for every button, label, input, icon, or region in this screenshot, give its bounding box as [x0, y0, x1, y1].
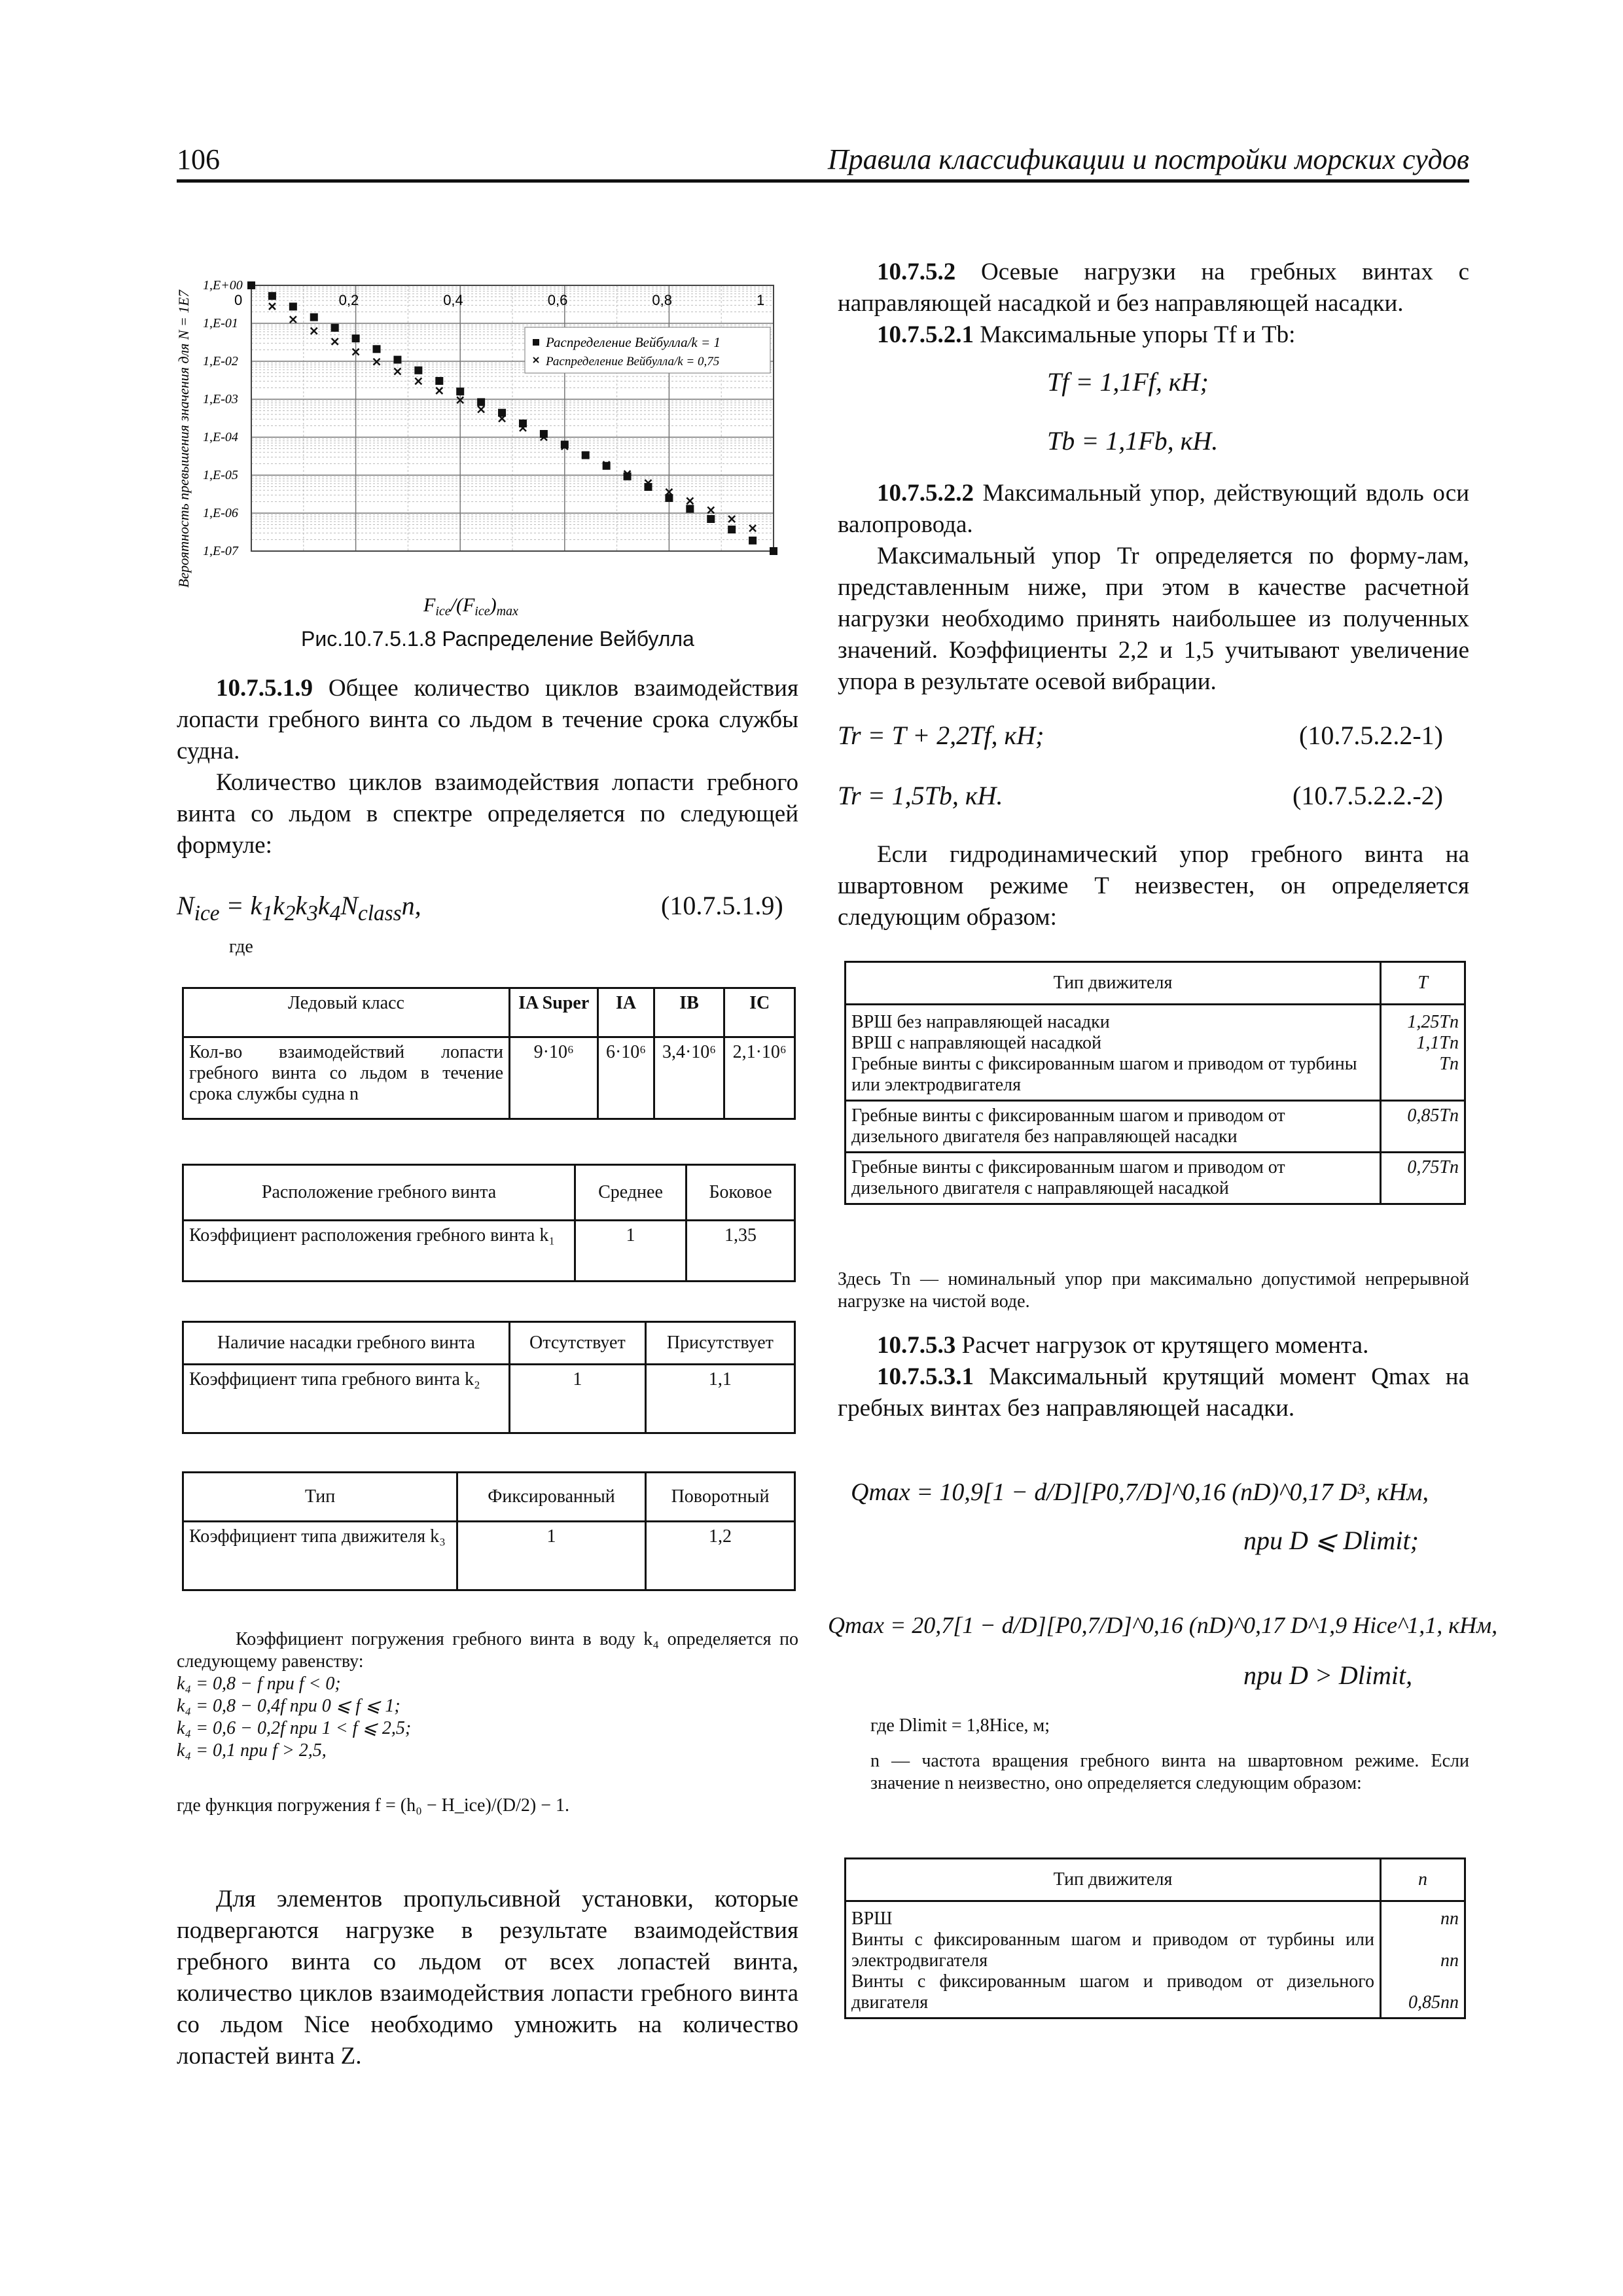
section-number: 10.7.5.2: [877, 259, 956, 285]
figure-caption: Рис.10.7.5.1.8 Распределение Вейбулла: [301, 627, 694, 651]
equation-tb: Tb = 1,1Fb, кН.: [1047, 426, 1219, 456]
x-tick-label: 0: [234, 292, 243, 308]
data-point-k075: [687, 497, 693, 504]
legend-marker-k1: [533, 339, 539, 346]
data-point-k075: [290, 316, 296, 323]
section-number: 10.7.5.2.1: [877, 321, 974, 348]
table-cell: [846, 1901, 1381, 2018]
formula-number: (10.7.5.1.9): [661, 891, 783, 920]
formula-nice: $N_{ice} = k_1k_2k_3k_4N_{class}n$,: [177, 891, 421, 925]
data-point-k1: [331, 324, 339, 332]
x-axis-label: $F_{ice}/(F_{ice})_{max}$: [423, 594, 518, 619]
table-cell: 3,4·10⁶: [654, 1037, 724, 1119]
table-cell: 9·10⁶: [510, 1037, 598, 1119]
table-row: 1,25Tn: [1407, 1012, 1459, 1032]
table-row: Винты с фиксированным шагом и приводом от дизельного двигателя: [851, 1971, 1374, 2013]
equation-condition: при D > Dlimit,: [1243, 1660, 1413, 1690]
para-10-7-5-3: [838, 1330, 1469, 1424]
table-cell: 1,35: [686, 1221, 794, 1282]
equation-tr1: Tr = T + 2,2Tf, кН;: [838, 721, 1044, 750]
section-number: 10.7.5.1.9: [216, 675, 313, 702]
para-thrust-unknown: [838, 839, 1469, 933]
table-cell: [1381, 1901, 1465, 2018]
y-tick-label: 1,E-04: [203, 430, 238, 444]
where-label: где: [229, 937, 253, 957]
data-point-k1: [247, 281, 255, 289]
paragraph: Если гидродинамический упор гребного винта на швартовном режиме T неизвестен, он определяется следующим образом:: [838, 841, 1469, 931]
table-header: Ледовый класс: [183, 988, 510, 1037]
table-header: Расположение гребного винта: [183, 1165, 575, 1221]
y-tick-label: 1,E-06: [203, 506, 238, 520]
k4-block: [177, 1628, 798, 1817]
table-cell: 0,75Tn: [1381, 1153, 1465, 1204]
legend-label: Распределение Вейбулла/k = 1: [546, 334, 721, 350]
table-row: ВРШ без направляющей насадки: [851, 1012, 1110, 1032]
para-10-7-5-2-2: [838, 478, 1469, 698]
y-tick-label: 1,E-03: [203, 392, 238, 406]
data-point-k1: [770, 547, 777, 555]
table-cell: Гребные винты с фиксированным шагом и приводом от дизельного двигателя с направляющей насадкой: [846, 1153, 1381, 1204]
data-point-k1: [603, 462, 611, 470]
x-tick-label: 0,2: [338, 292, 359, 308]
table-nozzle: [182, 1321, 796, 1434]
table-cell: 0,85Tn: [1381, 1101, 1465, 1153]
table-header: Поворотный: [646, 1473, 795, 1522]
table-header: Тип движителя: [846, 962, 1381, 1005]
table-row: ВРШ с направляющей насадкой: [851, 1033, 1101, 1053]
k4-intro: Коэффициент погружения гребного винта в воду k₄ определяется по следующему равенству:: [177, 1629, 798, 1672]
table-header: T: [1381, 962, 1465, 1005]
table-cell: 6·10⁶: [598, 1037, 654, 1119]
running-title: Правила классификации и постройки морских судов: [827, 143, 1469, 175]
section-text: Максимальный крутящий момент Qmax на гребных винтах без направляющей насадки.: [838, 1363, 1469, 1422]
k4-line: k₄ = 0,8 − 0,4f при 0 ⩽ f ⩽ 1;: [177, 1696, 401, 1716]
table-cell: 2,1·10⁶: [724, 1037, 795, 1119]
table-header: Присутствует: [645, 1322, 794, 1365]
table-row: Гребные винты с фиксированным шагом и приводом от турбины или электродвигателя: [851, 1054, 1357, 1095]
y-tick-label: 1,E-02: [203, 354, 238, 368]
note-tn: Здесь Tn — номинальный упор при максимально допустимой непрерывной нагрузке на чистой воде.: [838, 1269, 1469, 1312]
data-point-k075: [478, 406, 484, 413]
data-point-k1: [373, 345, 381, 353]
table-ice-class: [182, 987, 796, 1120]
data-point-k1: [310, 314, 318, 321]
equation-number: (10.7.5.2.2-1): [1299, 721, 1443, 750]
table-header: Среднее: [575, 1165, 687, 1221]
table-cell: Коэффициент типа движителя k₃: [183, 1522, 457, 1590]
table-header: Наличие насадки гребного винта: [183, 1322, 510, 1365]
data-point-k1: [749, 537, 757, 545]
section-text: Максимальный упор, действующий вдоль оси валопровода.: [838, 480, 1469, 538]
submersion-function: где функция погружения f = (h₀ − H_ice)/(D/2) − 1.: [177, 1795, 570, 1816]
section-text: Максимальные упоры Tf и Tb:: [974, 321, 1296, 348]
equation-number: (10.7.5.2.2.-2): [1293, 781, 1443, 810]
table-header: n: [1381, 1859, 1465, 1901]
table-header: IB: [654, 988, 724, 1037]
table-row: 0,85nn: [1408, 1992, 1459, 2013]
table-row: nn: [1440, 1909, 1459, 1929]
data-point-k075: [707, 507, 714, 513]
x-tick-label: 1: [757, 292, 765, 308]
equation-condition: при D ⩽ Dlimit;: [1243, 1526, 1419, 1555]
table-row: ВРШ: [851, 1909, 893, 1929]
data-point-k075: [394, 368, 401, 375]
dlimit-def: где Dlimit = 1,8Hice, м;: [870, 1715, 1050, 1736]
section-text: Общее количество циклов взаимодействия лопасти гребного винта со льдом в течение срока службы судна.: [177, 675, 798, 764]
table-propulsor-type: [182, 1471, 796, 1591]
legend-label: Распределение Вейбулла/k = 0,75: [546, 355, 720, 368]
y-tick-label: 1,E+00: [203, 278, 243, 293]
table-propeller-location: [182, 1164, 796, 1282]
table-cell: 1,2: [646, 1522, 795, 1590]
data-point-k1: [728, 526, 736, 533]
table-cell: Кол-во взаимодействий лопасти гребного винта со льдом в течение срока службы судна n: [183, 1037, 510, 1119]
table-cell: Коэффициент типа гребного винта k₂: [183, 1365, 510, 1433]
table-header: IC: [724, 988, 795, 1037]
table-header: IA Super: [510, 988, 598, 1037]
data-point-k1: [352, 334, 360, 342]
data-point-k1: [707, 515, 715, 523]
table-header: Отсутствует: [510, 1322, 646, 1365]
data-point-k075: [311, 328, 317, 334]
table-thrust: [844, 961, 1466, 1205]
page-number: 106: [177, 143, 220, 175]
data-point-k075: [332, 338, 338, 345]
para-blades: [177, 1884, 798, 2072]
data-point-k1: [686, 505, 694, 512]
table-cell: 1: [575, 1221, 687, 1282]
table-cell: [846, 1005, 1381, 1101]
paragraph: Максимальный упор Tr определяется по форму-лам, представленным ниже, при этом в качестве расчетной нагрузки необходимо принять наибольшее из полученных значений. Коэффициенты 2,2 и 1,5 учитывают увеличение упора в результате осевой вибрации.: [838, 543, 1469, 695]
y-tick-label: 1,E-07: [203, 544, 238, 558]
data-point-k075: [374, 359, 380, 365]
x-tick-label: 0,6: [547, 292, 568, 308]
equation-tr2: Tr = 1,5Tb, кН.: [838, 781, 1003, 810]
data-point-k1: [477, 398, 485, 406]
x-tick-label: 0,8: [652, 292, 672, 308]
table-cell: Коэффициент расположения гребного винта k₁: [183, 1221, 575, 1282]
paragraph: Количество циклов взаимодействия лопасти гребного винта со льдом в спектре определяется по следующей формуле:: [177, 769, 798, 859]
y-axis-label: Вероятность превышения значения для N = 1E7: [175, 290, 192, 588]
table-row: 1,1Tn: [1416, 1033, 1459, 1053]
section-number: 10.7.5.3: [877, 1332, 956, 1359]
data-point-k075: [436, 387, 442, 394]
data-point-k1: [268, 292, 276, 300]
equation-tf: Tf = 1,1Ff, кН;: [1047, 367, 1209, 397]
data-point-k1: [289, 302, 297, 310]
table-cell: Гребные винты с фиксированным шагом и приводом от дизельного двигателя без направляющей насадки: [846, 1101, 1381, 1153]
table-row: Tn: [1439, 1054, 1459, 1074]
x-tick-label: 0,4: [443, 292, 463, 308]
table-rotation: [844, 1857, 1466, 2019]
table-cell: 1: [510, 1365, 646, 1433]
data-point-k1: [456, 387, 464, 395]
data-point-k075: [269, 303, 276, 310]
k4-line: k₄ = 0,1 при f > 2,5,: [177, 1740, 327, 1761]
table-header: Боковое: [686, 1165, 794, 1221]
equation-qmax-1: Qmax = 10,9[1 − d/D][P0,7/D]^0,16 (nD)^0,17 D³, кНм,: [851, 1479, 1429, 1506]
y-tick-label: 1,E-05: [203, 468, 238, 482]
data-point-k1: [393, 356, 401, 364]
data-point-k1: [414, 367, 422, 374]
table-row: nn: [1440, 1950, 1459, 1971]
k4-line: k₄ = 0,6 − 0,2f при 1 < f ⩽ 2,5;: [177, 1718, 412, 1738]
table-header: Тип движителя: [846, 1859, 1381, 1901]
section-number: 10.7.5.2.2: [877, 480, 974, 507]
para-10-7-5-2: [838, 257, 1469, 351]
table-header: Фиксированный: [457, 1473, 646, 1522]
y-tick-label: 1,E-01: [203, 316, 238, 331]
table-cell: [1381, 1005, 1465, 1101]
para-10-7-5-1-9: [177, 673, 798, 861]
page-header: [177, 140, 1469, 183]
k4-line: k₄ = 0,8 − f при f < 0;: [177, 1674, 341, 1694]
table-header: IA: [598, 988, 654, 1037]
table-cell: 1: [457, 1522, 646, 1590]
section-text: Расчет нагрузок от крутящего момента.: [955, 1332, 1369, 1359]
equation-qmax-2: Qmax = 20,7[1 − d/D][P0,7/D]^0,16 (nD)^0,17 D^1,9 Hice^1,1, кНм,: [828, 1612, 1498, 1638]
n-definition: n — частота вращения гребного винта на швартовном режиме. Если значение n неизвестно, оно определяется следующим образом:: [870, 1751, 1469, 1793]
data-point-k1: [435, 377, 443, 385]
section-text: Осевые нагрузки на гребных винтах с направляющей насадкой и без направляющей насадки.: [838, 259, 1469, 317]
section-number: 10.7.5.3.1: [877, 1363, 974, 1390]
paragraph: Для элементов пропульсивной установки, которые подвергаются нагрузке в результате взаимодействия гребного винта со льдом от всех лопастей винта, количество циклов взаимодействия лопасти гребного винта со льдом Nice необходимо умножить на количество лопастей винта Z.: [177, 1886, 798, 2070]
table-row: Винты с фиксированным шагом и приводом от турбины или электродвигателя: [851, 1929, 1374, 1971]
table-header: Тип: [183, 1473, 457, 1522]
weibull-chart: [171, 247, 800, 620]
table-cell: 1,1: [645, 1365, 794, 1433]
